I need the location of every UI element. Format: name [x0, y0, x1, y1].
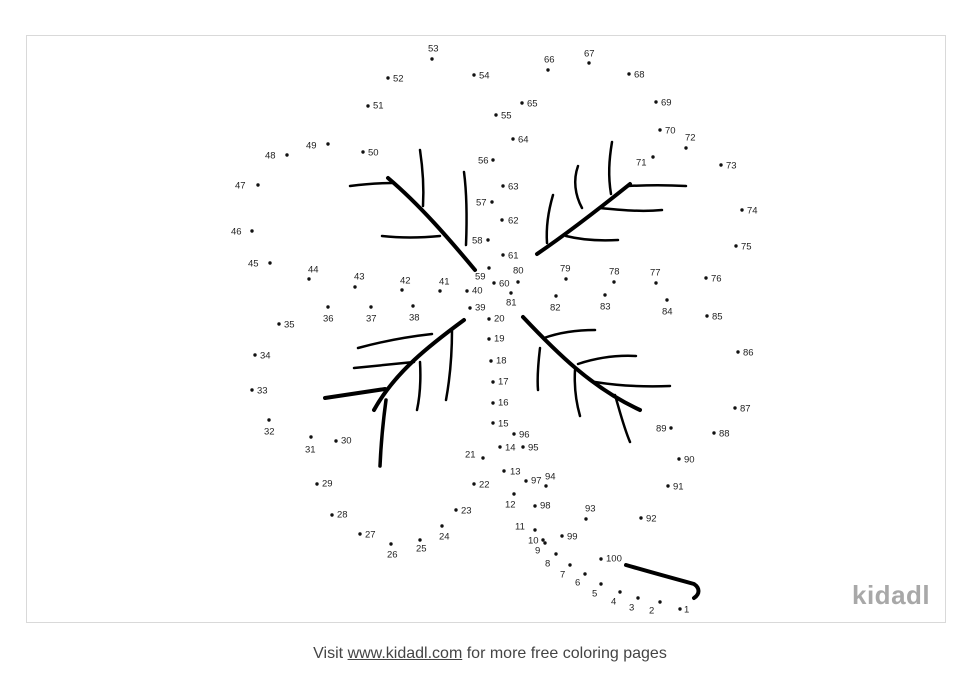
dot-label-33: 33 — [257, 385, 268, 397]
dot-label-17: 17 — [498, 376, 509, 388]
dot-1 — [678, 607, 681, 610]
dot-67 — [587, 61, 590, 64]
dot-28 — [330, 513, 333, 516]
dot-label-21: 21 — [465, 449, 476, 461]
dot-label-43: 43 — [354, 271, 365, 283]
dot-31 — [309, 435, 312, 438]
dot-label-96: 96 — [519, 429, 530, 441]
dot-32 — [267, 418, 270, 421]
dot-85 — [705, 314, 708, 317]
dot-label-75: 75 — [741, 241, 752, 253]
dot-19 — [487, 337, 490, 340]
dot-label-53: 53 — [428, 43, 439, 55]
dot-74 — [740, 208, 743, 211]
dot-83 — [603, 293, 606, 296]
dot-84 — [665, 298, 668, 301]
dot-label-74: 74 — [747, 205, 758, 217]
dot-35 — [277, 322, 280, 325]
dot-label-47: 47 — [235, 180, 246, 192]
dot-36 — [326, 305, 329, 308]
dot-label-2: 2 — [649, 605, 655, 617]
dot-label-80: 80 — [513, 265, 524, 277]
dot-65 — [520, 101, 523, 104]
dot-10 — [541, 538, 544, 541]
dot-86 — [736, 350, 739, 353]
dot-label-46: 46 — [231, 226, 242, 238]
dot-label-28: 28 — [337, 509, 348, 521]
dot-3 — [636, 596, 639, 599]
dot-46 — [250, 229, 253, 232]
dot-12 — [512, 492, 515, 495]
dot-81 — [509, 291, 512, 294]
dot-label-73: 73 — [726, 160, 737, 172]
dot-label-76: 76 — [711, 273, 722, 285]
dot-43 — [353, 285, 356, 288]
dot-label-15: 15 — [498, 418, 509, 430]
dot-label-23: 23 — [461, 505, 472, 517]
dot-label-48: 48 — [265, 150, 276, 162]
dot-label-87: 87 — [740, 403, 751, 415]
dot-93 — [584, 517, 587, 520]
dot-label-97: 97 — [531, 475, 542, 487]
dot-label-72: 72 — [685, 132, 696, 144]
dot-label-6: 6 — [575, 577, 581, 589]
kidadl-watermark: kidadl — [852, 580, 931, 610]
numbered-dots — [231, 44, 758, 617]
dot-label-85: 85 — [712, 311, 723, 323]
dot-label-59: 59 — [475, 271, 486, 283]
dot-label-62: 62 — [508, 215, 519, 227]
dot-label-52: 52 — [393, 73, 404, 85]
dot-9 — [543, 541, 546, 544]
dot-label-16: 16 — [498, 397, 509, 409]
dot-label-58: 58 — [472, 235, 483, 247]
footer-prefix: Visit — [313, 645, 344, 662]
dot-label-24: 24 — [439, 531, 450, 543]
dot-label-67: 67 — [584, 48, 595, 60]
dot-label-5: 5 — [592, 588, 598, 600]
dot-label-64: 64 — [518, 134, 529, 146]
dot-52 — [386, 76, 389, 79]
dot-98 — [533, 504, 536, 507]
dot-label-9: 9 — [535, 545, 541, 557]
dot-80 — [516, 280, 519, 283]
dot-24 — [440, 524, 443, 527]
dot-66 — [546, 68, 549, 71]
dot-97 — [524, 479, 527, 482]
dot-14 — [498, 445, 501, 448]
dot-label-68: 68 — [634, 69, 645, 81]
dot-53 — [430, 57, 433, 60]
dot-label-29: 29 — [322, 478, 333, 490]
dot-33 — [250, 388, 253, 391]
dot-label-90: 90 — [684, 454, 695, 466]
dot-89 — [669, 426, 672, 429]
dot-label-98: 98 — [540, 500, 551, 512]
dot-label-91: 91 — [673, 481, 684, 493]
dot-26 — [389, 542, 392, 545]
footer-link[interactable]: www.kidadl.com — [347, 645, 463, 662]
dot-label-7: 7 — [560, 569, 566, 581]
dot-79 — [564, 277, 567, 280]
dot-label-69: 69 — [661, 97, 672, 109]
dot-40 — [465, 289, 468, 292]
dot-18 — [489, 359, 492, 362]
dot-label-13: 13 — [510, 466, 521, 478]
dot-49 — [326, 142, 329, 145]
dot-label-22: 22 — [479, 479, 490, 491]
dot-78 — [612, 280, 615, 283]
dot-label-93: 93 — [585, 503, 596, 515]
dot-4 — [618, 590, 621, 593]
dot-61 — [501, 253, 504, 256]
dot-95 — [521, 445, 524, 448]
dot-label-88: 88 — [719, 428, 730, 440]
dot-label-51: 51 — [373, 100, 384, 112]
dot-77 — [654, 281, 657, 284]
dot-62 — [500, 218, 503, 221]
dot-label-81: 81 — [506, 297, 517, 309]
dot-label-20: 20 — [494, 313, 505, 325]
dot-87 — [733, 406, 736, 409]
footer-text — [0, 645, 980, 663]
dot-label-99: 99 — [567, 531, 578, 543]
dot-label-12: 12 — [505, 499, 516, 511]
dot-91 — [666, 484, 669, 487]
dot-label-70: 70 — [665, 125, 676, 137]
dot-label-77: 77 — [650, 267, 661, 279]
dot-76 — [704, 276, 707, 279]
dot-70 — [658, 128, 661, 131]
dot-label-86: 86 — [743, 347, 754, 359]
dot-label-37: 37 — [366, 313, 377, 325]
dot-16 — [491, 401, 494, 404]
dot-label-65: 65 — [527, 98, 538, 110]
footer-suffix: for more free coloring pages — [466, 645, 667, 662]
dot-label-63: 63 — [508, 181, 519, 193]
dot-label-66: 66 — [544, 54, 555, 66]
dot-60 — [492, 281, 495, 284]
dot-label-4: 4 — [611, 596, 617, 608]
dot-label-56: 56 — [478, 155, 489, 167]
dot-58 — [486, 238, 489, 241]
dot-51 — [366, 104, 369, 107]
dot-71 — [651, 155, 654, 158]
dot-8 — [554, 552, 557, 555]
dot-56 — [491, 158, 494, 161]
dot-50 — [361, 150, 364, 153]
dot-label-61: 61 — [508, 250, 519, 262]
dot-73 — [719, 163, 722, 166]
dot-label-8: 8 — [545, 558, 551, 570]
dot-92 — [639, 516, 642, 519]
dot-label-11: 11 — [515, 521, 525, 533]
dot-label-60: 60 — [499, 278, 510, 290]
dot-17 — [491, 380, 494, 383]
dot-label-35: 35 — [284, 319, 295, 331]
dot-label-50: 50 — [368, 147, 379, 159]
dot-94 — [544, 484, 547, 487]
dot-63 — [501, 184, 504, 187]
dot-59 — [487, 266, 490, 269]
dot-label-30: 30 — [341, 435, 352, 447]
dot-label-95: 95 — [528, 442, 539, 454]
dot-label-34: 34 — [260, 350, 271, 362]
dot-42 — [400, 288, 403, 291]
dot-57 — [490, 200, 493, 203]
dot-label-1: 1 — [684, 604, 690, 616]
snowflake-strokes — [325, 142, 699, 598]
dot-15 — [491, 421, 494, 424]
dot-label-14: 14 — [505, 442, 516, 454]
dot-69 — [654, 100, 657, 103]
dot-label-27: 27 — [365, 529, 376, 541]
dot-44 — [307, 277, 310, 280]
dot-label-39: 39 — [475, 302, 486, 314]
dot-label-82: 82 — [550, 302, 561, 314]
dot-25 — [418, 538, 421, 541]
dot-label-36: 36 — [323, 313, 334, 325]
dot-29 — [315, 482, 318, 485]
dot-label-94: 94 — [545, 471, 556, 483]
dot-label-44: 44 — [308, 264, 319, 276]
dot-72 — [684, 146, 687, 149]
dot-label-32: 32 — [264, 426, 275, 438]
dot-label-19: 19 — [494, 333, 505, 345]
dot-label-49: 49 — [306, 140, 317, 152]
dot-68 — [627, 72, 630, 75]
dot-100 — [599, 557, 602, 560]
dot-54 — [472, 73, 475, 76]
dot-label-45: 45 — [248, 258, 259, 270]
dot-label-92: 92 — [646, 513, 657, 525]
dot-2 — [658, 600, 661, 603]
dot-39 — [468, 306, 471, 309]
dot-75 — [734, 244, 737, 247]
dot-label-26: 26 — [387, 549, 398, 561]
dot-34 — [253, 353, 256, 356]
dot-55 — [494, 113, 497, 116]
dot-30 — [334, 439, 337, 442]
dot-11 — [533, 528, 536, 531]
dot-label-25: 25 — [416, 543, 427, 555]
dot-27 — [358, 532, 361, 535]
dot-label-57: 57 — [476, 197, 487, 209]
dot-label-40: 40 — [472, 285, 483, 297]
dot-label-41: 41 — [439, 276, 450, 288]
dot-label-55: 55 — [501, 110, 512, 122]
dot-37 — [369, 305, 372, 308]
dot-41 — [438, 289, 441, 292]
dot-6 — [583, 572, 586, 575]
dot-22 — [472, 482, 475, 485]
dot-90 — [677, 457, 680, 460]
dot-47 — [256, 183, 259, 186]
dot-label-3: 3 — [629, 602, 635, 614]
dot-label-38: 38 — [409, 312, 420, 324]
dot-5 — [599, 582, 602, 585]
dot-45 — [268, 261, 271, 264]
dot-label-18: 18 — [496, 355, 507, 367]
dot-96 — [512, 432, 515, 435]
dot-23 — [454, 508, 457, 511]
dot-label-42: 42 — [400, 275, 411, 287]
dot-7 — [568, 563, 571, 566]
dot-48 — [285, 153, 288, 156]
dot-99 — [560, 534, 563, 537]
dot-82 — [554, 294, 557, 297]
dot-label-89: 89 — [656, 423, 667, 435]
dot-label-10: 10 — [528, 535, 539, 547]
dot-label-31: 31 — [305, 444, 316, 456]
dot-label-54: 54 — [479, 70, 490, 82]
dot-88 — [712, 431, 715, 434]
dot-64 — [511, 137, 514, 140]
dot-label-79: 79 — [560, 263, 571, 275]
dot-label-71: 71 — [636, 157, 647, 169]
dot-label-100: 100 — [606, 553, 622, 565]
dot-20 — [487, 317, 490, 320]
dot-label-84: 84 — [662, 306, 673, 318]
dot-21 — [481, 456, 484, 459]
dot-13 — [502, 469, 505, 472]
dot-38 — [411, 304, 414, 307]
dot-label-83: 83 — [600, 301, 611, 313]
dot-label-78: 78 — [609, 266, 620, 278]
